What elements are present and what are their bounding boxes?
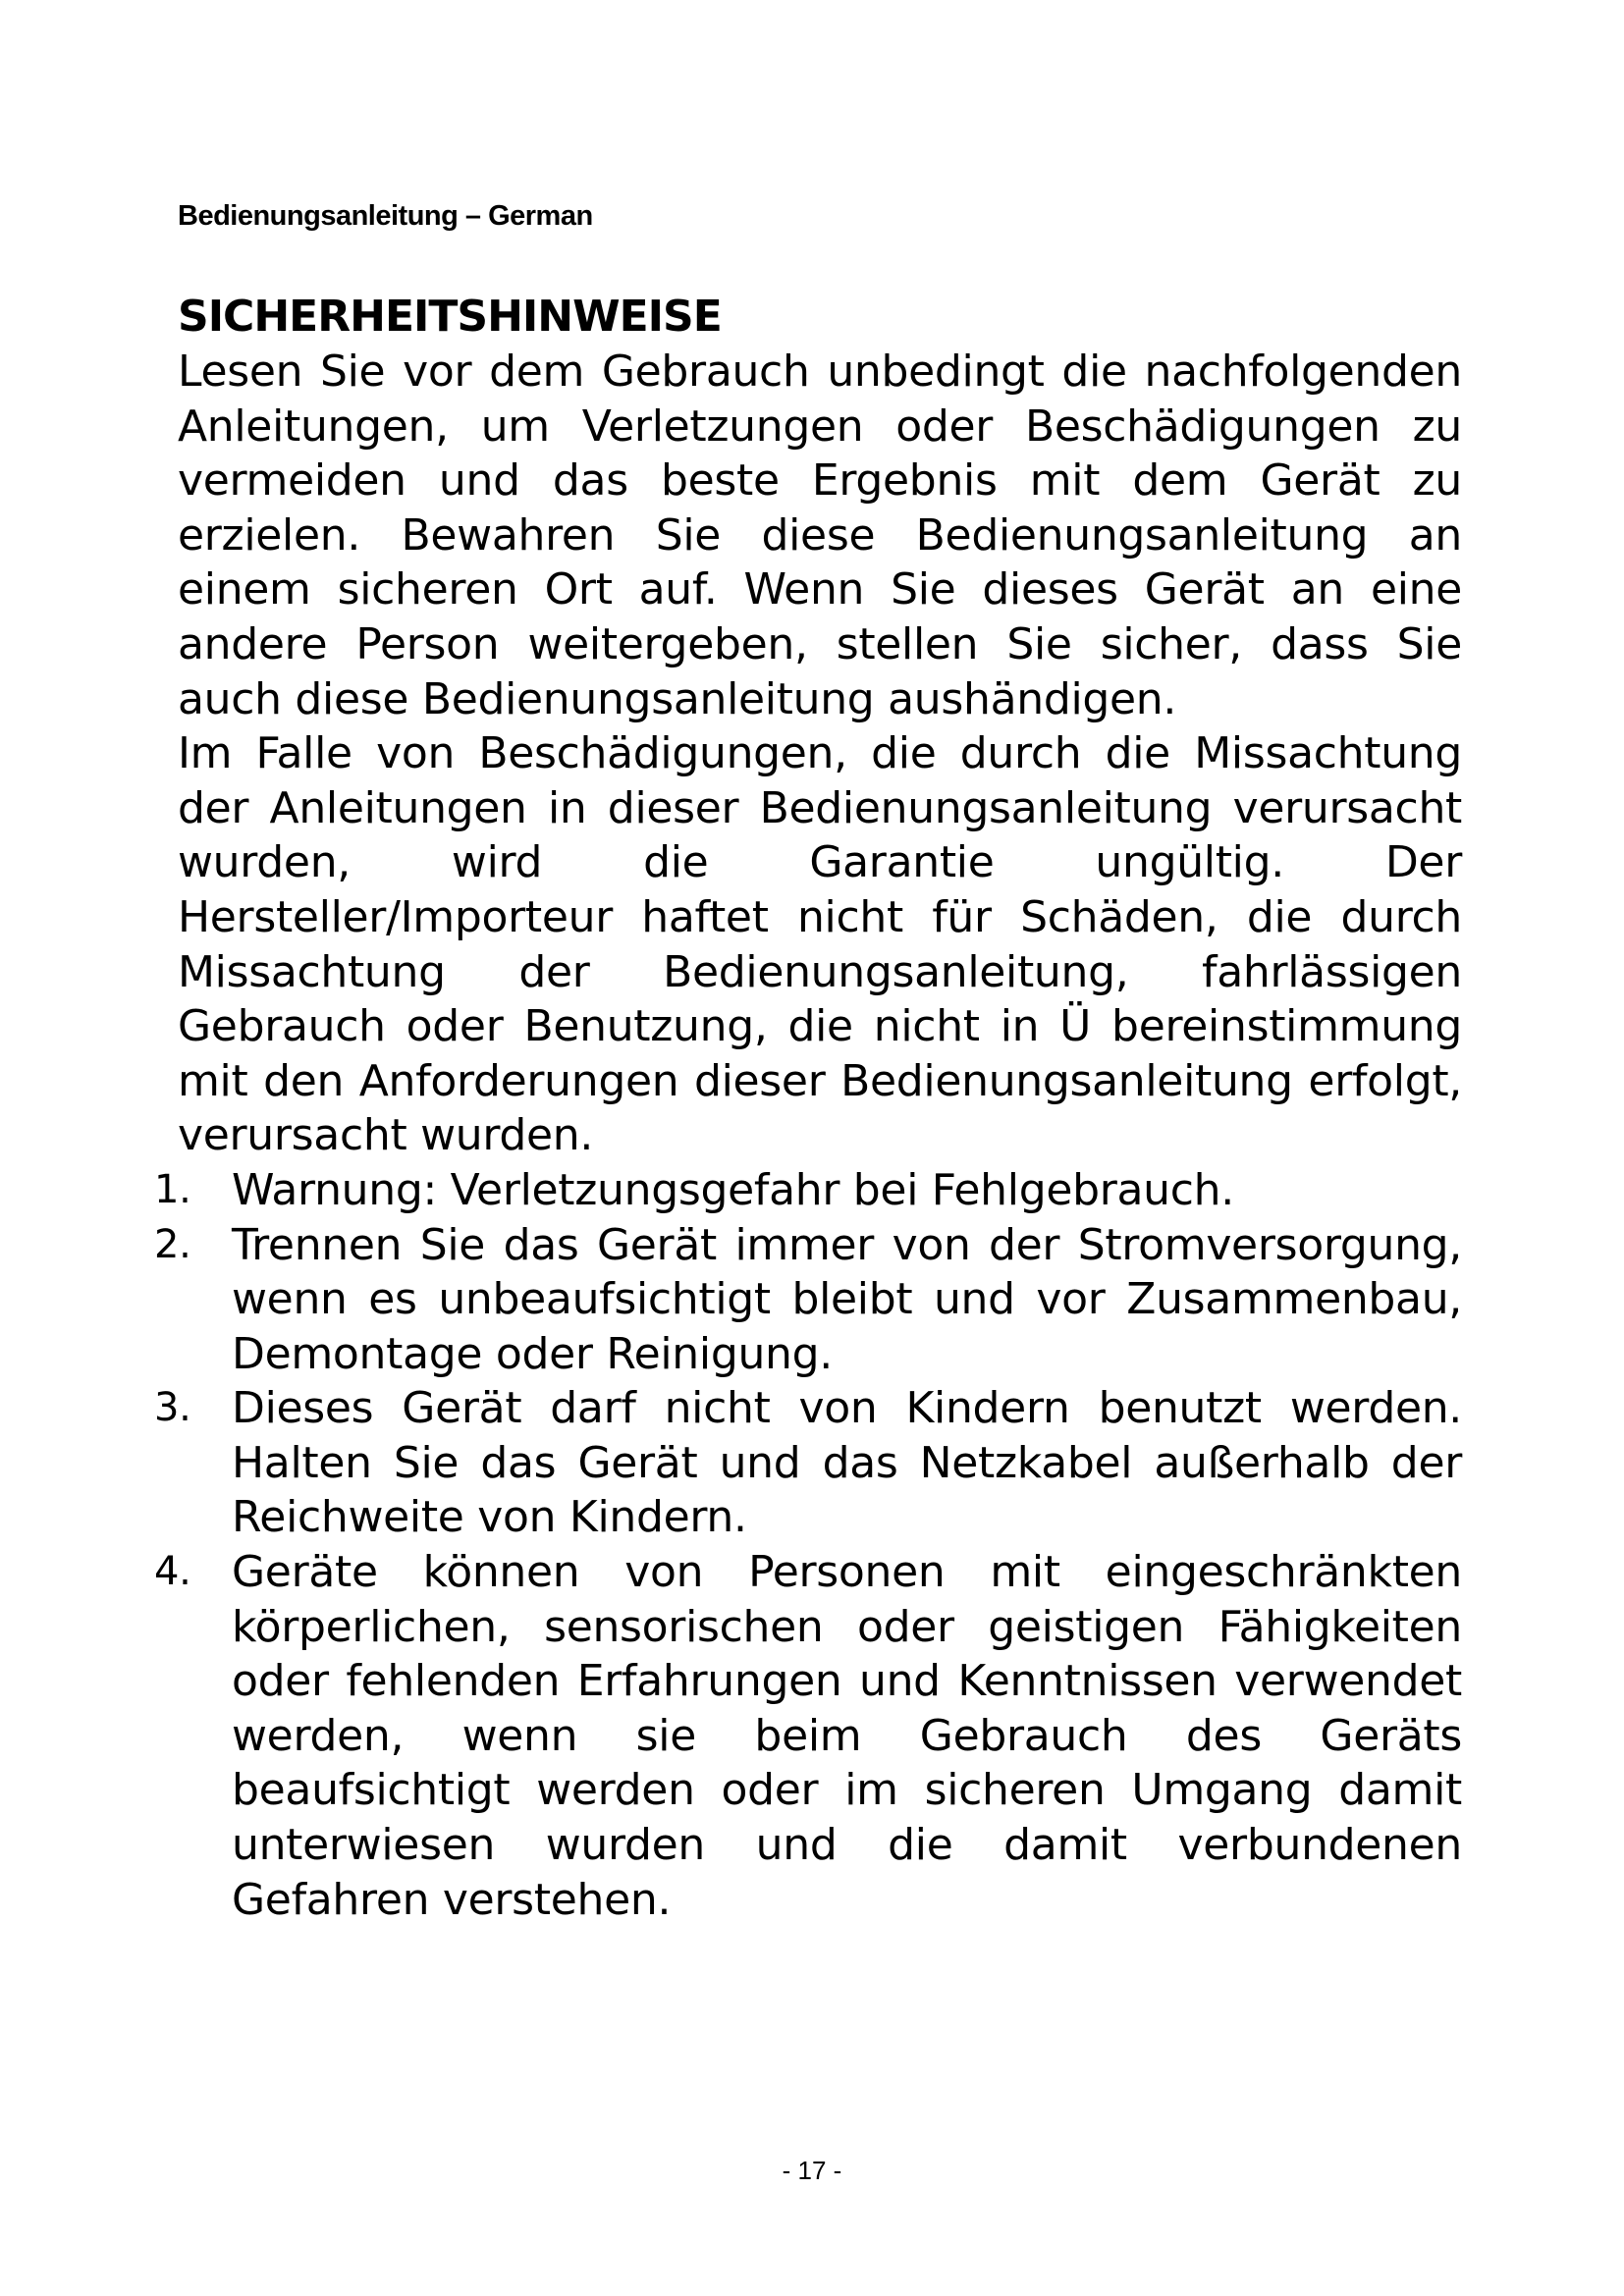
page-number: - 17 - (782, 2156, 842, 2185)
running-header: Bedienungsanleitung – German (178, 200, 593, 232)
list-item (154, 1545, 1462, 1927)
list-item-text: Geräte können von Personen mit eingeschränkten körperlichen, sensorischen oder geistigen Fähigkeiten oder fehlenden Erfahrungen und Kenntnissen verwendet werden, wenn sie beim Gebrauch des Geräts beaufsichtigt werden oder im sicheren Umgang damit unterwiesen wurden und die damit verbundenen Gefahren verstehen. (232, 1547, 1462, 1925)
list-item-number: 2. (154, 1221, 191, 1267)
safety-section (154, 290, 1462, 1927)
list-item-text: Trennen Sie das Gerät immer von der Stromversorgung, wenn es unbeaufsichtigt bleibt und vor Zusammenbau, Demontage oder Reinigung. (232, 1219, 1462, 1379)
safety-list (154, 1163, 1462, 1927)
list-item-number: 1. (154, 1166, 191, 1212)
section-title: SICHERHEITSHINWEISE (178, 292, 722, 342)
list-item (154, 1381, 1462, 1545)
list-item-number: 4. (154, 1549, 191, 1595)
list-item-text: Warnung: Verletzungsgefahr bei Fehlgebrauch. (232, 1164, 1234, 1215)
intro-paragraph: Lesen Sie vor dem Gebrauch unbedingt die nachfolgenden Anleitungen, um Verletzungen oder Beschädigungen zu vermeiden und das beste Ergebnis mit dem Gerät zu erzielen. Bewahren Sie diese Bedienungsanleitung an einem sicheren Ort auf. Wenn Sie dieses Gerät an eine andere Person weitergeben, stellen Sie sicher, dass Sie auch diese Bedienungsanleitung aushändigen. (178, 347, 1462, 724)
list-item (154, 1163, 1462, 1218)
list-item-text: Dieses Gerät darf nicht von Kindern benutzt werden. Halten Sie das Gerät und das Netzkabel außerhalb der Reichweite von Kindern. (232, 1383, 1462, 1543)
warranty-paragraph: Im Falle von Beschädigungen, die durch die Missachtung der Anleitungen in dieser Bedienungsanleitung verursacht wurden, wird die Garantie ungültig. Der Hersteller/Importeur haftet nicht für Schäden, die durch Missachtung der Bedienungsanleitung, fahrlässigen Gebrauch oder Benutzung, die nicht in Ü bereinstimmung mit den Anforderungen dieser Bedienungsanleitung erfolgt, verursacht wurden. (178, 728, 1462, 1161)
list-item (154, 1218, 1462, 1382)
list-item-number: 3. (154, 1385, 191, 1431)
